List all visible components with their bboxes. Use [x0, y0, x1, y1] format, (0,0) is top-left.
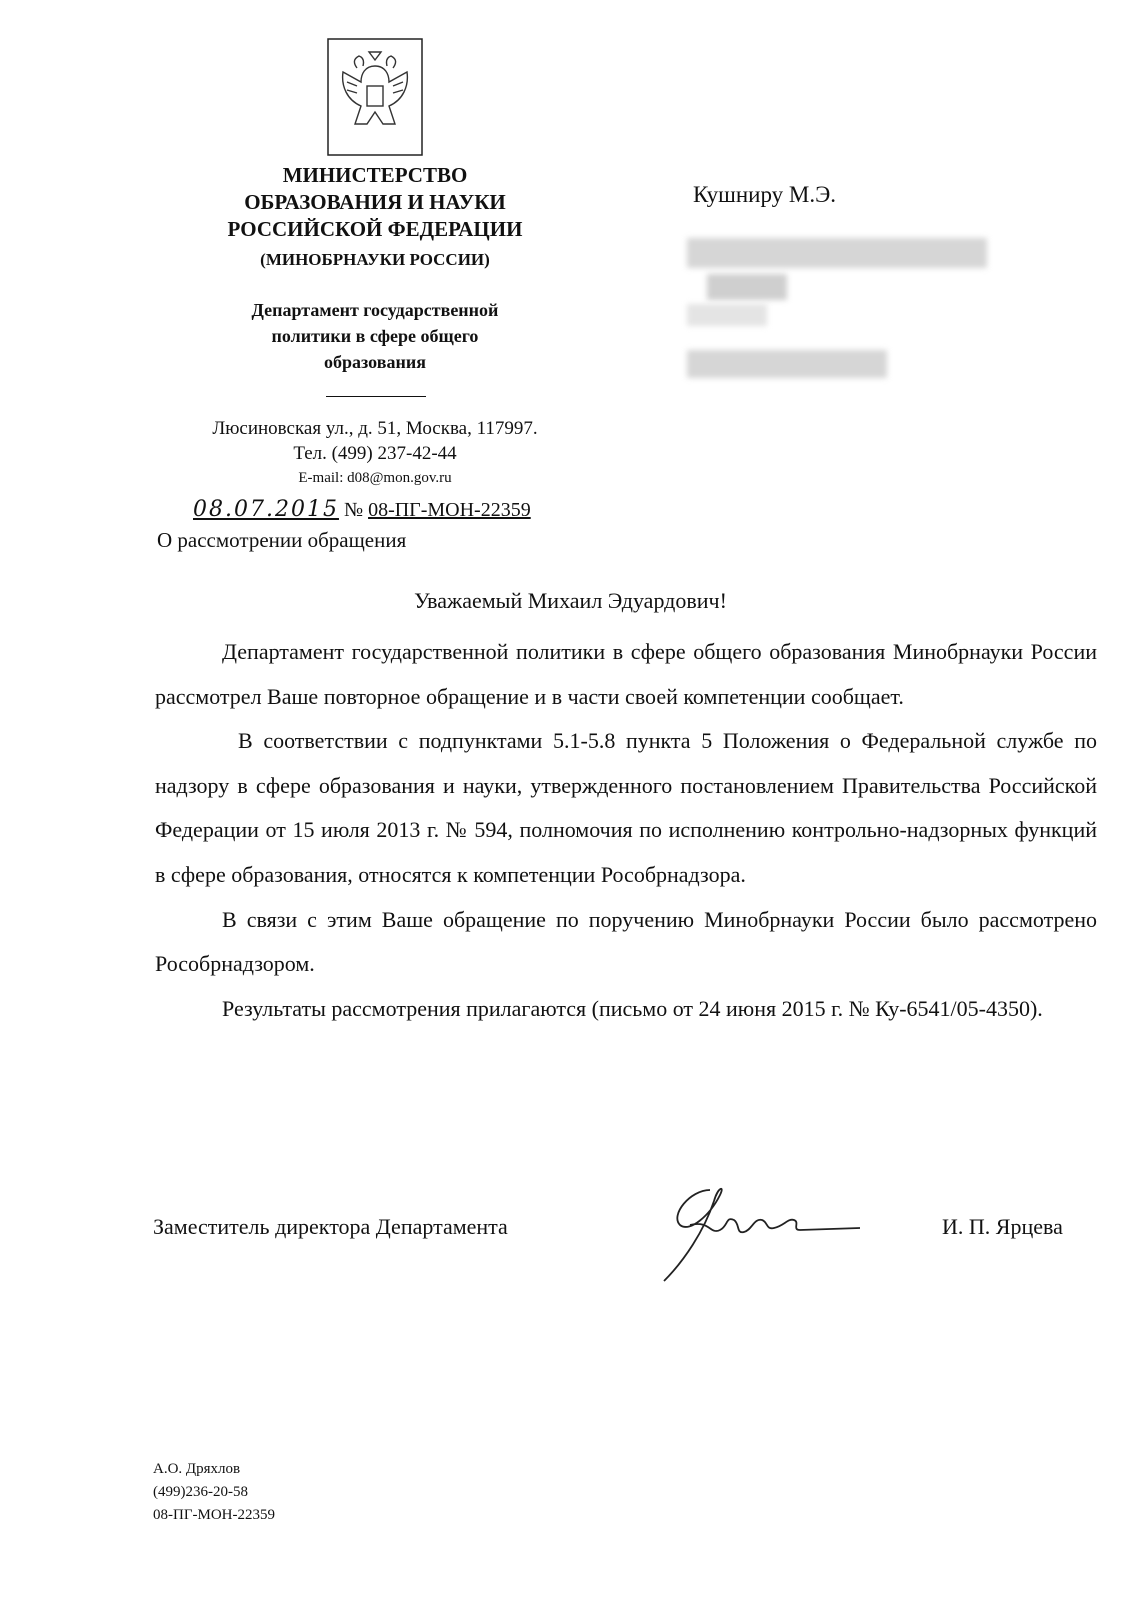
address-block — [160, 416, 590, 491]
paragraph: В связи с этим Ваше обращение по поручению Минобрнауки России было рассмотрено Рособрнадзором. — [155, 906, 1097, 977]
signer-title: Заместитель директора Департамента — [153, 1214, 508, 1239]
ministry-name — [175, 162, 575, 243]
department-line: образования — [324, 352, 426, 372]
address: Люсиновская ул., д. 51, Москва, 117997. — [212, 418, 538, 439]
paragraph: Департамент государственной политики в сфере общего образования Минобрнауки России рассмотрел Ваше повторное обращение и в части своей компетенции сообщает. — [155, 639, 1097, 709]
letter-body — [155, 630, 1097, 1031]
paragraph: Результаты рассмотрения прилагаются (письмо от 24 июня 2015 г. № Ку-6541/05-4350). — [222, 995, 1043, 1021]
ministry-line: РОССИЙСКОЙ ФЕДЕРАЦИИ — [227, 217, 523, 241]
subject: О рассмотрении обращения — [157, 528, 407, 552]
handwritten-date: 08.07.2015 — [193, 497, 339, 522]
executor-name: А.О. Дряхлов — [153, 1461, 241, 1477]
phone: Тел. (499) 237-42-44 — [293, 443, 457, 464]
ministry-line: ОБРАЗОВАНИЯ И НАУКИ — [244, 190, 506, 214]
recipient-name: Кушниру М.Э. — [693, 182, 837, 207]
number-sign: № — [343, 499, 364, 521]
redacted-address — [687, 232, 992, 382]
ministry-line: МИНИСТЕРСТВО — [282, 163, 468, 187]
header-divider — [326, 396, 426, 397]
department-line: Департамент государственной — [251, 300, 499, 320]
paragraph: В соответствии с подпунктами 5.1-5.8 пункта 5 Положения о Федеральной службе по надзору в сфере образования и науки, утвержденного постановлением Правительства Российской Федерации от 15 июля 2013 г. № 594, полномочия по исполнению контрольно-надзорных функций в сфере образования, относятся к компетенции Рособрнадзора. — [155, 728, 1097, 887]
executor-info — [153, 1458, 275, 1527]
signer-name: И. П. Ярцева — [942, 1214, 1063, 1239]
handwritten-signature — [650, 1180, 860, 1290]
executor-phone: (499)236-20-58 — [153, 1484, 248, 1500]
department-name — [175, 297, 575, 375]
footer-document-number: 08-ПГ-МОН-22359 — [153, 1507, 275, 1523]
ministry-short-name: (МИНОБРНАУКИ РОССИИ) — [260, 250, 490, 269]
coat-of-arms-emblem — [327, 38, 423, 156]
document-number: 08-ПГ-МОН-22359 — [368, 499, 531, 521]
date-number-line — [193, 497, 531, 522]
department-line: политики в сфере общего — [271, 326, 479, 346]
greeting: Уважаемый Михаил Эдуардович! — [414, 588, 727, 613]
email: E-mail: d08@mon.gov.ru — [298, 470, 452, 486]
